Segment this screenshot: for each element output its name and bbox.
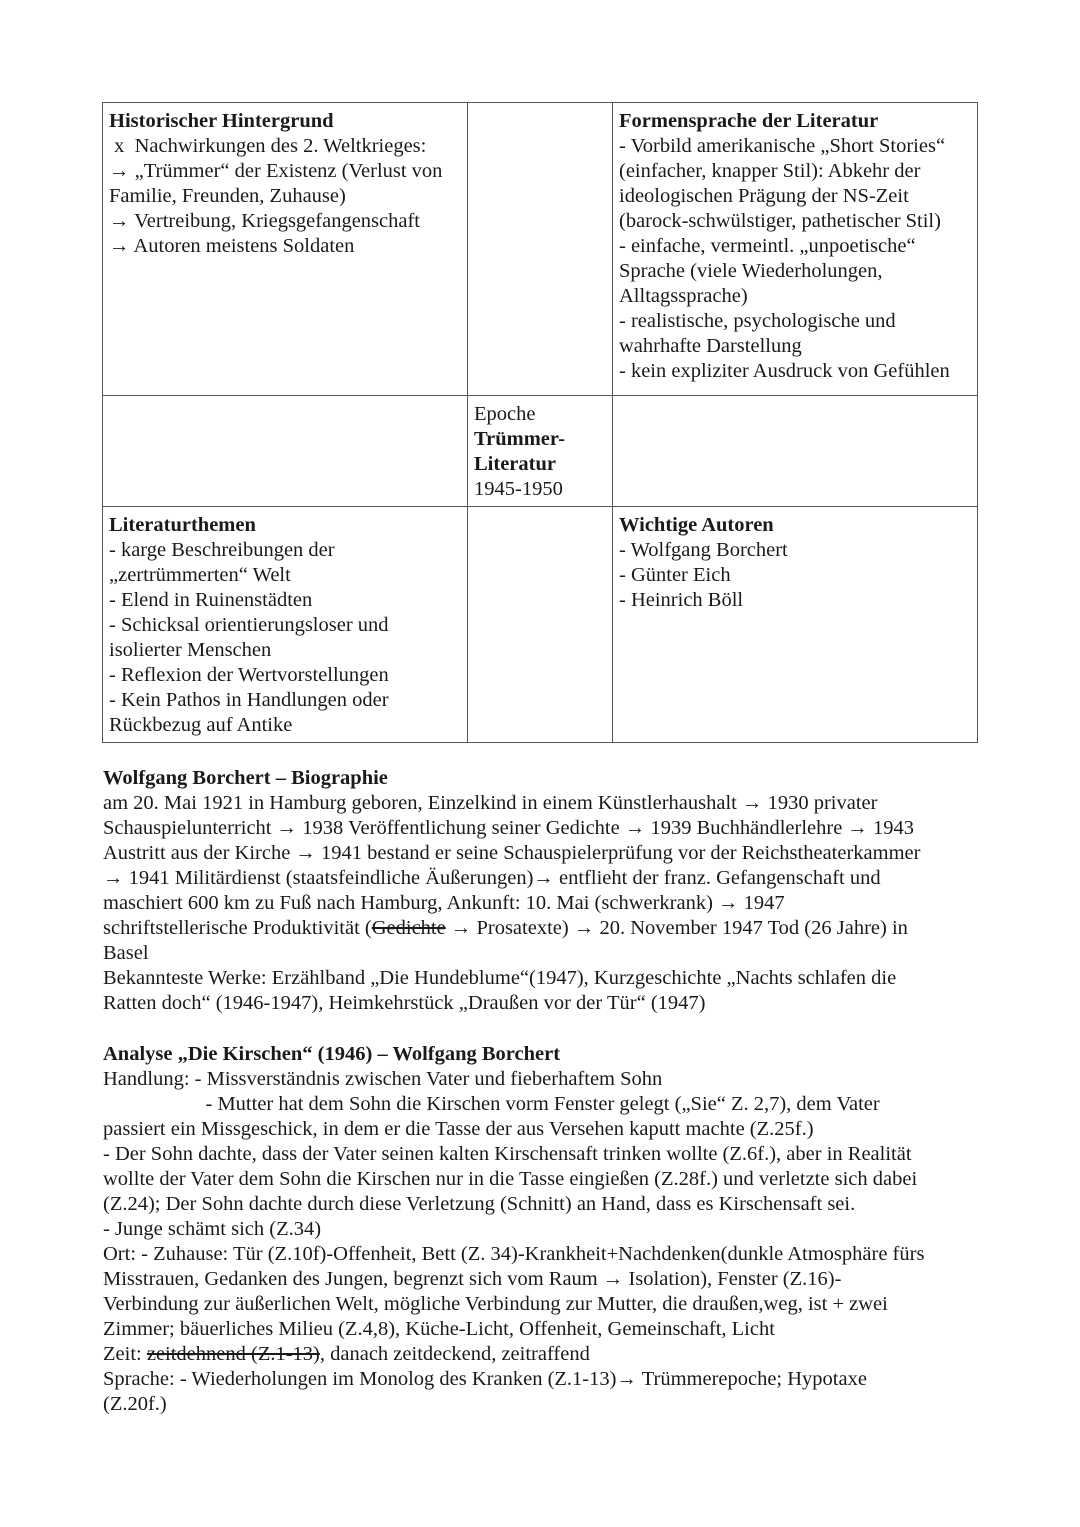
cell-historischer-hintergrund	[103, 103, 468, 396]
cell-heading: Literaturthemen	[109, 514, 256, 536]
cell-line: (barock-schwülstiger, pathetischer Stil)	[619, 210, 941, 232]
empty-cell	[468, 103, 613, 396]
struck-text: zeitdehnend (Z.1-13)	[146, 1343, 320, 1365]
paragraph-line: - Der Sohn dachte, dass der Vater seinen kalten Kirschensaft trinken wollte (Z.6f.), aber in Realität	[103, 1143, 912, 1165]
epoch-name: Trümmer-	[474, 428, 566, 450]
paragraph-line: (Z.20f.)	[103, 1393, 167, 1415]
empty-cell	[613, 396, 978, 507]
paragraph-line	[103, 916, 983, 941]
section-heading: Wolfgang Borchert – Biographie	[103, 767, 388, 789]
empty-cell	[103, 396, 468, 507]
cell-line: → „Trümmer“ der Existenz (Verlust von	[109, 160, 443, 182]
cell-heading: Wichtige Autoren	[619, 514, 774, 536]
paragraph-line	[103, 1342, 983, 1367]
epoch-name: Literatur	[474, 453, 556, 475]
paragraph-line: Misstrauen, Gedanken des Jungen, begrenzt sich vom Raum → Isolation), Fenster (Z.16)-	[103, 1268, 842, 1290]
paragraph-line: Bekannteste Werke: Erzählband „Die Hundeblume“(1947), Kurzgeschichte „Nachts schlafen die	[103, 967, 897, 989]
paragraph-line: passiert ein Missgeschick, in dem er die Tasse der aus Versehen kaputt machte (Z.25f.)	[103, 1118, 814, 1140]
paragraph-line: maschiert 600 km zu Fuß nach Hamburg, Ankunft: 10. Mai (schwerkrank) → 1947	[103, 892, 785, 914]
cell-line: wahrhafte Darstellung	[619, 335, 802, 357]
biography-section	[103, 766, 983, 1016]
cell-line: - realistische, psychologische und	[619, 310, 896, 332]
cell-line: - Vorbild amerikanische „Short Stories“	[619, 135, 946, 157]
cell-line: - Günter Eich	[619, 564, 731, 586]
paragraph-line: (Z.24); Der Sohn dachte durch diese Verletzung (Schnitt) an Hand, dass es Kirschensaft sei.	[103, 1193, 856, 1215]
cell-line: - Schicksal orientierungsloser und	[109, 614, 389, 636]
epoch-label: Epoche	[474, 403, 536, 425]
cell-epoche	[468, 396, 613, 507]
text-run: → Prosatexte) → 20. November 1947 Tod (26 Jahre) in	[445, 917, 908, 939]
section-heading: Analyse „Die Kirschen“ (1946) – Wolfgang Borchert	[103, 1043, 561, 1065]
cell-line: isolierter Menschen	[109, 639, 272, 661]
paragraph-line: - Junge schämt sich (Z.34)	[103, 1218, 322, 1240]
cell-line: - einfache, vermeintl. „unpoetische“	[619, 235, 916, 257]
cell-line: - Heinrich Böll	[619, 589, 744, 611]
paragraph-line: Verbindung zur äußerlichen Welt, mögliche Verbindung zur Mutter, die draußen,weg, ist + zwei	[103, 1293, 888, 1315]
cell-line: Rückbezug auf Antike	[109, 714, 293, 736]
cell-line: - karge Beschreibungen der	[109, 539, 335, 561]
paragraph-line: Ratten doch“ (1946-1947), Heimkehrstück „Draußen vor der Tür“ (1947)	[103, 992, 706, 1014]
epoch-years: 1945-1950	[474, 478, 563, 500]
cell-line: x Nachwirkungen des 2. Weltkrieges:	[109, 135, 427, 157]
cell-line: - Reflexion der Wertvorstellungen	[109, 664, 389, 686]
cell-line: → Vertreibung, Kriegsgefangenschaft	[109, 210, 421, 232]
text-run: schriftstellerische Produktivität (	[103, 917, 372, 939]
paragraph-line: - Mutter hat dem Sohn die Kirschen vorm Fenster gelegt („Sie“ Z. 2,7), dem Vater	[103, 1093, 880, 1115]
cell-line: (einfacher, knapper Stil): Abkehr der	[619, 160, 921, 182]
paragraph-line: Schauspielunterricht → 1938 Veröffentlichung seiner Gedichte → 1939 Buchhändlerlehre → 1943	[103, 817, 915, 839]
cell-line: Alltagssprache)	[619, 285, 748, 307]
text-run: Zeit:	[103, 1343, 147, 1365]
struck-text: Gedichte	[371, 917, 446, 939]
paragraph-line: Sprache: - Wiederholungen im Monolog des Kranken (Z.1-13)→ Trümmerepoche; Hypotaxe	[103, 1368, 867, 1390]
paragraph-line: → 1941 Militärdienst (staatsfeindliche Äußerungen)→ entflieht der franz. Gefangenschaft und	[103, 867, 881, 889]
cell-line: - kein expliziter Ausdruck von Gefühlen	[619, 360, 950, 382]
cell-wichtige-autoren	[613, 507, 978, 743]
paragraph-line: wollte der Vater dem Sohn die Kirschen nur in die Tasse eingießen (Z.28f.) und verletzte sich dabei	[103, 1168, 918, 1190]
cell-line: Familie, Freunden, Zuhause)	[109, 185, 346, 207]
paragraph-line: Zimmer; bäuerliches Milieu (Z.4,8), Küche-Licht, Offenheit, Gemeinschaft, Licht	[103, 1318, 775, 1340]
cell-literaturthemen	[103, 507, 468, 743]
cell-line: - Kein Pathos in Handlungen oder	[109, 689, 389, 711]
analysis-section	[103, 1042, 983, 1417]
text-run: , danach zeitdeckend, zeitraffend	[319, 1343, 590, 1365]
epoch-overview-table	[102, 102, 978, 743]
paragraph-line: Austritt aus der Kirche → 1941 bestand er seine Schauspielerprüfung vor der Reichstheaterkammer	[103, 842, 921, 864]
paragraph-line: am 20. Mai 1921 in Hamburg geboren, Einzelkind in einem Künstlerhaushalt → 1930 privater	[103, 792, 878, 814]
cell-line: - Wolfgang Borchert	[619, 539, 788, 561]
cell-heading: Formensprache der Literatur	[619, 110, 879, 132]
paragraph-line: Handlung: - Missverständnis zwischen Vater und fieberhaftem Sohn	[103, 1068, 663, 1090]
cell-line: ideologischen Prägung der NS-Zeit	[619, 185, 909, 207]
paragraph-line: Basel	[103, 942, 149, 964]
cell-line: → Autoren meistens Soldaten	[109, 235, 355, 257]
cell-line: „zertrümmerten“ Welt	[109, 564, 291, 586]
paragraph-line: Ort: - Zuhause: Tür (Z.10f)-Offenheit, Bett (Z. 34)-Krankheit+Nachdenken(dunkle Atmosphäre fürs	[103, 1243, 925, 1265]
cell-heading: Historischer Hintergrund	[109, 110, 334, 132]
cell-line: Sprache (viele Wiederholungen,	[619, 260, 883, 282]
cell-formensprache	[613, 103, 978, 396]
empty-cell	[468, 507, 613, 743]
cell-line: - Elend in Ruinenstädten	[109, 589, 313, 611]
